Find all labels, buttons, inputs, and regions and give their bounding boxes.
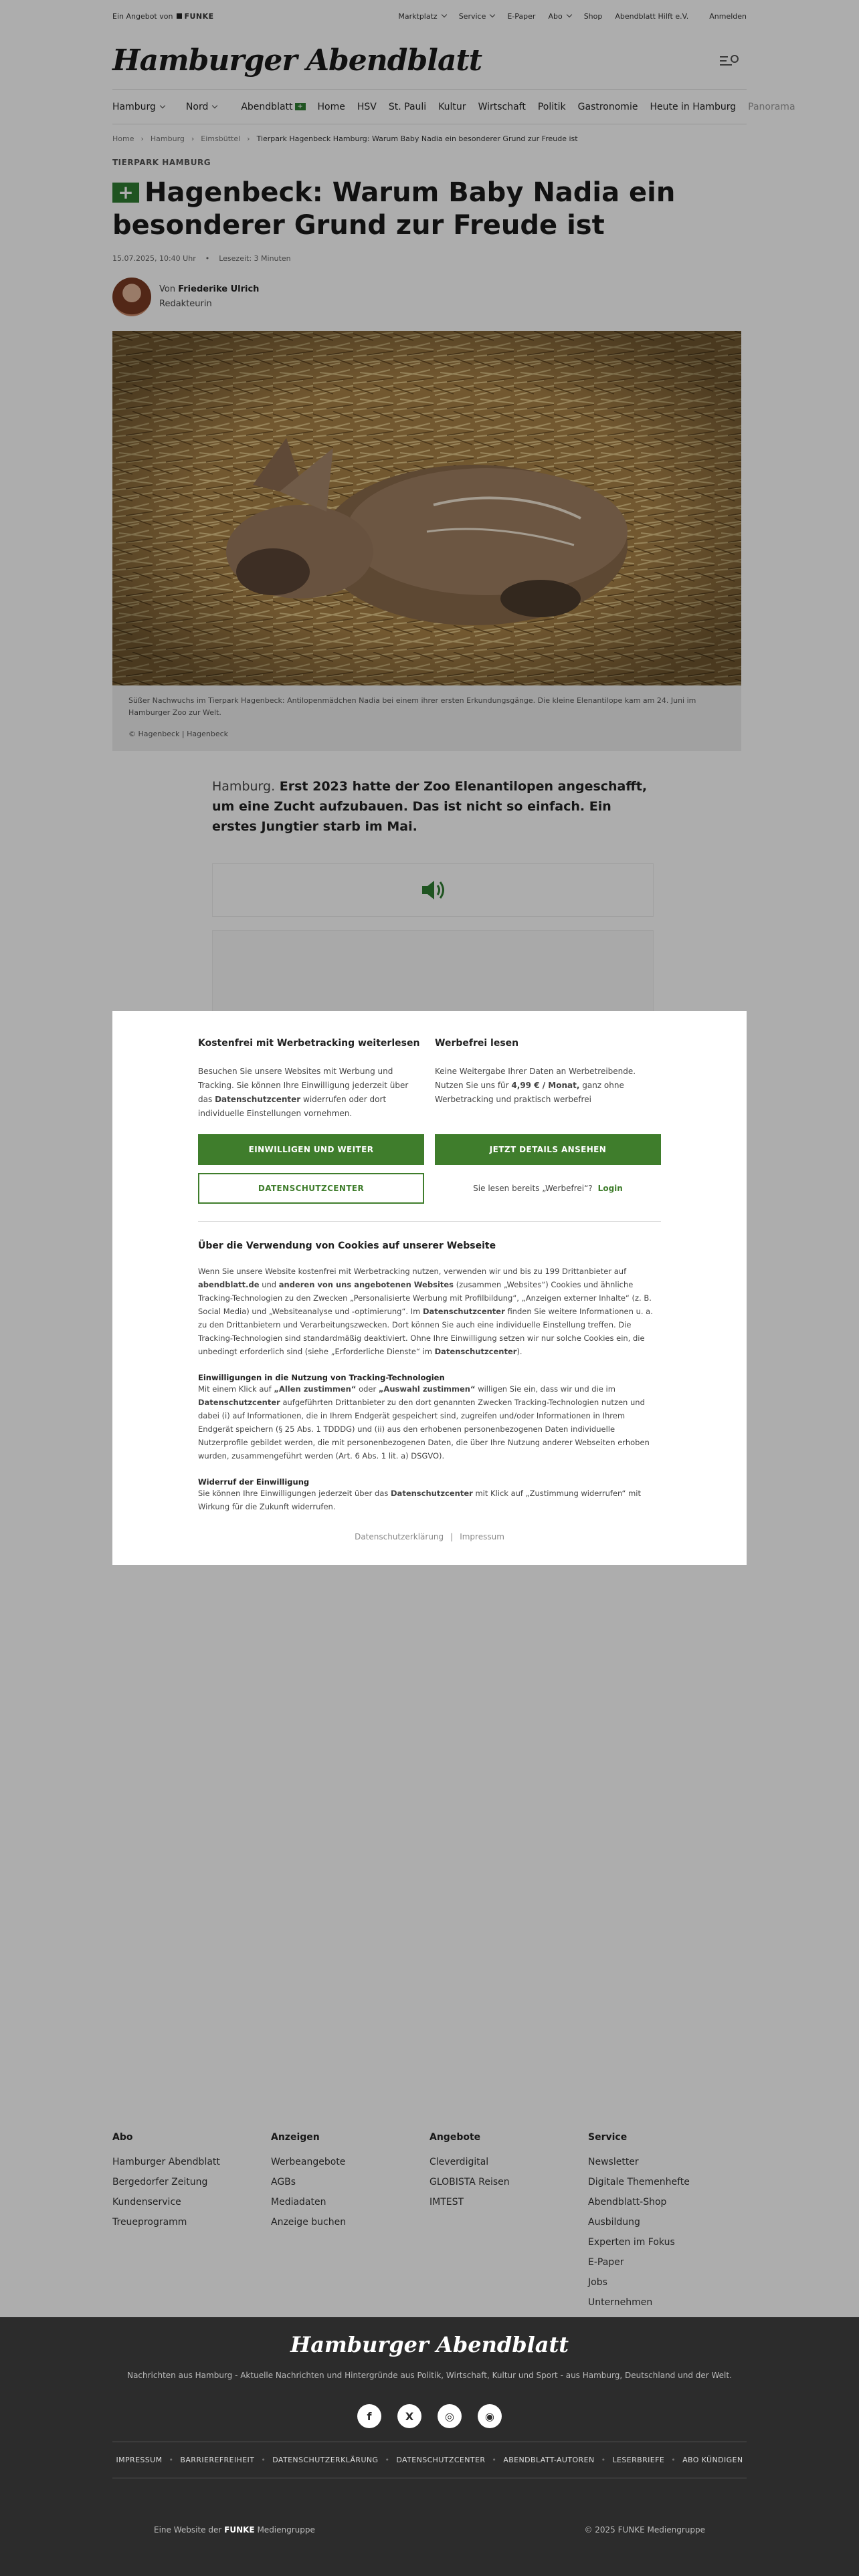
image-caption: Süßer Nachwuchs im Tierpark Hagenbeck: Antilopenmädchen Nadia bei einem ihrer ersten Erkundungsgänge. Die kleine Elenantilope kam am 24. Juni im Hamburger Zoo zur Welt. © Hagenbeck | Hagenbeck [112, 685, 741, 751]
legal-datenschutzcenter[interactable]: DATENSCHUTZCENTER [396, 2456, 486, 2464]
cookies-heading: Über die Verwendung von Cookies auf unserer Webseite [198, 1241, 496, 1251]
legal-datenschutz[interactable]: DATENSCHUTZERKLÄRUNG [272, 2456, 379, 2464]
article-lead: Hamburg. Erst 2023 hatte der Zoo Elenantilopen angeschafft, um eine Zucht aufzubauen. Das ist nicht so einfach. Ein erstes Jungtier starb im Mai. [212, 779, 648, 834]
site-logo[interactable]: Hamburger Abendblatt [112, 43, 482, 78]
nav-home[interactable]: Home [317, 101, 345, 112]
social-links [0, 2404, 859, 2428]
nav-abendblatt-plus[interactable]: Abendblatt + [241, 102, 305, 112]
nav-politik[interactable]: Politik [537, 101, 566, 112]
legal-leserbriefe[interactable]: LESERBRIEFE [612, 2456, 665, 2464]
footer-link[interactable]: Hamburger Abendblatt [112, 2157, 220, 2167]
footer-link[interactable]: Ausbildung [588, 2217, 640, 2228]
article-title: + Hagenbeck: Warum Baby Nadia ein besonderer Grund zur Freude ist [112, 177, 676, 241]
footer-link[interactable]: GLOBISTA Reisen [430, 2177, 510, 2187]
already-subscriber-text: Sie lesen bereits „Werbefrei“? [473, 1184, 593, 1193]
consent-adfree-column: Werbefrei lesen Keine Weitergabe Ihrer Daten an Werbetreibende. Nutzen Sie uns für 4,99 € / Monat, ganz ohne Werbetracking und praktisch werbefrei JETZT DETAILS ANSEHEN Sie lesen bereits „Werbefrei“? Login [435, 1038, 661, 1204]
footer-link[interactable]: Anzeige buchen [271, 2217, 347, 2228]
breadcrumb-eimsbuettel[interactable]: Eimsbüttel [201, 134, 241, 143]
nav-hamburg[interactable]: Hamburg [112, 102, 165, 112]
footer-col-service: Service Newsletter Digitale Themenhefte Abendblatt-Shop Ausbildung Experten im Fokus E-Paper Jobs Unternehmen [588, 2132, 747, 2313]
login-link[interactable]: Login [597, 1184, 623, 1193]
legal-links: IMPRESSUM • BARRIEREFREIHEIT • DATENSCHUTZERKLÄRUNG • DATENSCHUTZCENTER • ABENDBLATT-AUTOREN • LESERBRIEFE • ABO KÜNDIGEN [116, 2456, 743, 2464]
footer-link[interactable]: Newsletter [588, 2157, 639, 2167]
cookies-text: Wenn Sie unsere Website kostenfrei mit Werbetracking nutzen, verwenden wir und bis zu 199 Drittanbieter auf abendblatt.de und anderen von uns angebotenen Websites (zusammen „Websites“) Cookies und ähnliche Tracking-Technologien zu den Zwecken „Personalisierte Werbung mit Profilbildung“, „Anzeigen externer Inhalte“ (z. B. Social Media) und „Websiteanalyse und -optimierung“. Im Datenschutzcenter finden Sie weitere Informationen u. a. zu den Drittanbietern und Verarbeitungszwecken. Dort können Sie auch eine individuelle Einstellung treffen. Die Tracking-Technologien sind standardmäßig deaktiviert. Ohne Ihre Einwilligung setzen wir nur solche Cookies ein, die unbedingt erforderlich sind (siehe „Erforderliche Dienste“ im Datenschutzcenter). [198, 1267, 653, 1356]
rss-icon[interactable]: ◉ [478, 2404, 502, 2428]
instagram-icon[interactable]: ◎ [438, 2404, 462, 2428]
footer-owner: Eine Website der FUNKE Mediengruppe [154, 2525, 315, 2535]
consent-dialog: Kostenfrei mit Werbetracking weiterlesen Besuchen Sie unsere Websites mit Werbung und Tracking. Sie können Ihre Einwilligung jederzeit über das Datenschutzcenter widerrufen oder dort individuelle Einstellungen vornehmen. EINWILLIGEN UND WEITER DATENSCHUTZCENTER Werbefrei lesen Keine Weitergabe Ihrer Daten an Werbetreibende. Nutzen Sie uns für 4,99 € / Monat, ganz ohne Werbetracking und praktisch werbefrei JETZT DETAILS ANSEHEN Sie lesen bereits „Werbefrei“? Login Über die Verwendung von Cookies auf unserer Webseite Wenn Sie unsere Website kostenfrei mit Werbetracking nutzen, verwenden wir und bis zu 199 Drittanbieter auf abendblatt.de und anderen von uns angebotenen Websites (zusammen „Websites“) Cookies und ähnliche Tracking-Technologien zu den Zwecken „Personalisierte Werbung mit Profilbildung“, „Anzeigen externer Inhalte“ (z. B. Social Media) und „Websiteanalyse und -optimierung“. Im Datenschutzcenter finden Sie weitere Informationen u. a. zu den Drittanbietern und Verarbeitungszwecken. Dort können Sie auch eine individuelle Einstellung treffen. Die Tracking-Technologien sind standardmäßig deaktiviert. Ohne Ihre Einwilligung setzen wir nur solche Cookies ein, die unbedingt erforderlich sind (siehe „Erforderliche Dienste“ im Datenschutzcenter). Einwilligungen in die Nutzung von Tracking-Technologien Mit einem Klick auf „Allen zustimmen“ oder „Auswahl zustimmen“ willigen Sie ein, dass wir und die im Datenschutzcenter aufgeführten Drittanbieter zu den dort genannten Zwecken Tracking-Technologien nutzen und dabei (i) auf Informationen, die in Ihrem Endgerät gespeichert sind, zugreifen und/oder Informationen in Ihrem Endgerät speichern (§ 25 Abs. 1 TDDDG) und (ii) aus den erhobenen personenbezogenen Daten individuelle Nutzerprofile gebildet werden, die mit personenbezogenen Daten, die über Ihre Nutzung anderer Webseiten erhoben wurden, zusammengeführt werden (Art. 6 Abs. 1 lit. a) DSGVO). Widerruf der Einwilligung Sie können Ihre Einwilligungen jederzeit über das Datenschutzcenter mit Klick auf „Zustimmung widerrufen“ mit Wirkung für die Zukunft widerrufen. Datenschutzerklärung | Impressum [112, 1011, 747, 1565]
withdraw-heading: Widerruf der Einwilligung [198, 1477, 310, 1487]
legal-autoren[interactable]: ABENDBLATT-AUTOREN [503, 2456, 595, 2464]
topbar-epaper[interactable]: E-Paper [507, 11, 536, 21]
reading-time: Lesezeit: 3 Minuten [219, 254, 291, 263]
plus-badge-icon: + [112, 183, 139, 203]
consent-usage-text: Mit einem Klick auf „Allen zustimmen“ oder „Auswahl zustimmen“ willigen Sie ein, dass wir und die im Datenschutzcenter aufgeführten Drittanbieter zu den dort genannten Zwecken Tracking-Technologien nutzen und dabei (i) auf Informationen, die in Ihrem Endgerät gespeichert sind, zugreifen und/oder Informationen in Ihrem Endgerät speichern (§ 25 Abs. 1 TDDDG) und (ii) aus den erhobenen personenbezogenen Daten individuelle Nutzerprofile gebildet werden, die mit personenbezogenen Daten, die über Ihre Nutzung anderer Webseiten erhoben wurden, zusammengeführt werden (Art. 6 Abs. 1 lit. a) DSGVO). [198, 1384, 650, 1461]
consent-usage-heading: Einwilligungen in die Nutzung von Tracking-Technologien [198, 1373, 445, 1382]
nav-panorama[interactable]: Panorama [748, 101, 795, 112]
legal-abo-kuendigen[interactable]: ABO KÜNDIGEN [682, 2456, 743, 2464]
footer-link[interactable]: IMTEST [430, 2197, 464, 2208]
plus-icon: + [295, 103, 306, 110]
article-meta: 15.07.2025, 10:40 Uhr • Lesezeit: 3 Minuten [112, 254, 291, 263]
footer-logo[interactable]: Hamburger Abendblatt [290, 2332, 569, 2357]
topbar-shop[interactable]: Shop [583, 11, 603, 21]
privacy-center-button[interactable]: DATENSCHUTZCENTER [198, 1173, 424, 1204]
modal-imprint-link[interactable]: Impressum [460, 1532, 504, 1541]
consent-free-column: Kostenfrei mit Werbetracking weiterlesen Besuchen Sie unsere Websites mit Werbung und Tracking. Sie können Ihre Einwilligung jederzeit über das Datenschutzcenter widerrufen oder dort individuelle Einstellungen vornehmen. EINWILLIGEN UND WEITER DATENSCHUTZCENTER [198, 1038, 424, 1204]
author-name[interactable]: Friederike Ulrich [178, 284, 260, 294]
privacy-center-link[interactable]: Datenschutzcenter [215, 1095, 301, 1104]
footer-link[interactable]: E-Paper [588, 2257, 624, 2268]
footer-copyright: © 2025 FUNKE Mediengruppe [584, 2525, 705, 2535]
article-date: 15.07.2025, 10:40 Uhr [112, 254, 196, 263]
topbar-service[interactable]: Service [459, 12, 495, 21]
nav-nord[interactable]: Nord [186, 102, 217, 112]
breadcrumb-home[interactable]: Home [112, 134, 134, 143]
site-footer [0, 2317, 859, 2576]
modal-privacy-link[interactable]: Datenschutzerklärung [355, 1532, 444, 1541]
footer-description: Nachrichten aus Hamburg - Aktuelle Nachrichten und Hintergründe aus Politik, Wirtschaft, Kultur und Sport - aus Hamburg, Deutschland und der Welt. [127, 2371, 732, 2380]
facebook-icon[interactable]: f [357, 2404, 381, 2428]
footer-link[interactable]: Kundenservice [112, 2197, 181, 2208]
topbar-abo[interactable]: Abo [548, 12, 571, 21]
footer-link[interactable]: Bergedorfer Zeitung [112, 2177, 208, 2187]
author-role: Redakteurin [159, 299, 212, 309]
nav-st-pauli[interactable]: St. Pauli [388, 101, 427, 112]
x-icon[interactable]: X [397, 2404, 421, 2428]
breadcrumb-hamburg[interactable]: Hamburg [150, 134, 185, 143]
topbar-marktplatz[interactable]: Marktplatz [398, 12, 446, 21]
footer-link[interactable]: Cleverdigital [430, 2157, 489, 2167]
author-box: Von Friederike Ulrich Redakteurin [112, 278, 747, 316]
footer-link[interactable]: Unternehmen [588, 2297, 653, 2308]
footer-col-anzeigen: Anzeigen Werbeangebote AGBs Mediadaten Anzeige buchen [271, 2132, 430, 2313]
legal-barrierefreiheit[interactable]: BARRIEREFREIHEIT [180, 2456, 255, 2464]
footer-link[interactable]: Abendblatt-Shop [588, 2197, 667, 2208]
offer-prefix: Ein Angebot von [112, 11, 173, 21]
funke-logo[interactable]: FUNKE [177, 12, 213, 21]
footer-link[interactable]: Treueprogramm [112, 2217, 187, 2228]
nav-kultur[interactable]: Kultur [438, 101, 466, 112]
nav-heute-in-hamburg[interactable]: Heute in Hamburg [650, 101, 737, 112]
image-credit: © Hagenbeck | Hagenbeck [128, 730, 228, 738]
topbar-login[interactable]: Anmelden [709, 11, 747, 21]
legal-impressum[interactable]: IMPRESSUM [116, 2456, 163, 2464]
accept-button[interactable]: EINWILLIGEN UND WEITER [198, 1134, 424, 1165]
nav-hsv[interactable]: HSV [357, 101, 377, 112]
footer-link[interactable]: Mediadaten [271, 2197, 326, 2208]
footer-link[interactable]: Jobs [588, 2277, 607, 2288]
footer-link[interactable]: AGBs [271, 2177, 296, 2187]
nav-gastronomie[interactable]: Gastronomie [577, 101, 638, 112]
nav-wirtschaft[interactable]: Wirtschaft [478, 101, 526, 112]
withdraw-text: Sie können Ihre Einwilligungen jederzeit über das Datenschutzcenter mit Klick auf „Zustimmung widerrufen“ mit Wirkung für die Zukunft widerrufen. [198, 1489, 642, 1511]
details-button[interactable]: JETZT DETAILS ANSEHEN [435, 1134, 661, 1165]
footer-col-angebote: Angebote Cleverdigital GLOBISTA Reisen IMTEST [430, 2132, 588, 2313]
footer-link[interactable]: Werbeangebote [271, 2157, 346, 2167]
breadcrumb: Home › Hamburg › Eimsbüttel › Tierpark Hagenbeck Hamburg: Warum Baby Nadia ein besonderer Grund zur Freude ist [112, 134, 578, 143]
topbar-abendblatt-hilft[interactable]: Abendblatt Hilft e.V. [615, 11, 689, 21]
article-kicker: TIERPARK HAMBURG [112, 158, 211, 167]
breadcrumb-current: Tierpark Hagenbeck Hamburg: Warum Baby Nadia ein besonderer Grund zur Freude ist [256, 134, 578, 143]
footer-col-abo: Abo Hamburger Abendblatt Bergedorfer Zeitung Kundenservice Treueprogramm [112, 2132, 271, 2313]
footer-link[interactable]: Digitale Themenhefte [588, 2177, 690, 2187]
footer-link[interactable]: Experten im Fokus [588, 2237, 675, 2248]
